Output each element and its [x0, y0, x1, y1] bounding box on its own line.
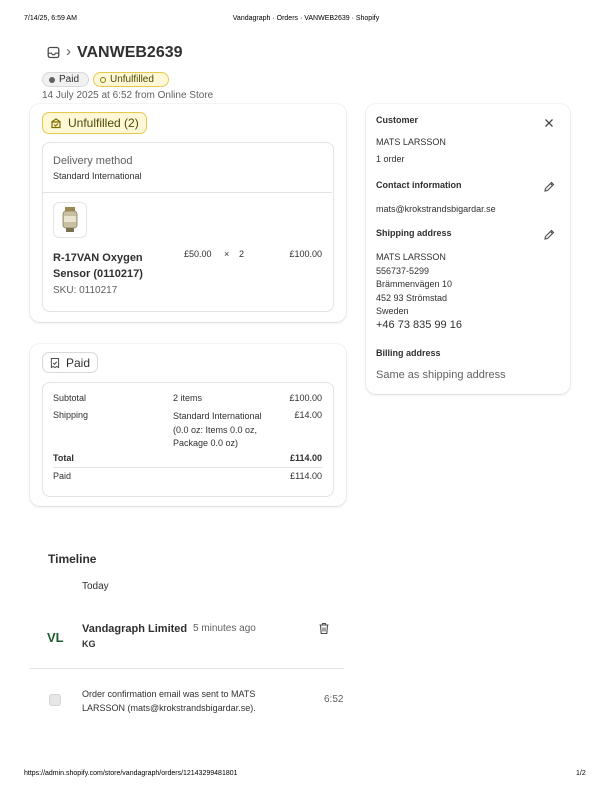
breadcrumb-chevron: › — [66, 43, 71, 60]
delivery-method-heading: Delivery method — [53, 155, 133, 167]
status-badge-paid — [42, 72, 89, 87]
shipping-address — [376, 251, 452, 319]
shipping-value: £14.00 — [294, 410, 322, 420]
product-thumbnail[interactable] — [53, 202, 87, 238]
timeline-comment-box — [30, 612, 344, 669]
avatar: VL — [47, 630, 64, 645]
status-paid-label: Paid — [59, 74, 80, 85]
ship-line3: 452 93 Strömstad — [376, 292, 448, 303]
timeline-event-marker — [49, 694, 61, 706]
receipt-icon — [50, 357, 60, 369]
times-sign: × — [224, 249, 230, 259]
subtotal-items: 2 items — [173, 393, 203, 403]
paid-label: Paid — [53, 471, 72, 481]
inbox-icon[interactable] — [47, 46, 60, 59]
subtotal-label: Subtotal — [53, 393, 87, 403]
shipping-detail — [173, 410, 262, 451]
dot-icon — [49, 77, 55, 83]
timeline-event-text — [82, 688, 256, 715]
line-total: £100.00 — [289, 249, 322, 259]
customer-heading: Customer — [376, 115, 419, 125]
unit-price: £50.00 — [184, 249, 212, 259]
shipping-detail-line3: Package 0.0 oz) — [173, 438, 239, 448]
timeline-event-line1: Order confirmation email was sent to MATS — [82, 689, 256, 699]
timeline-author: Vandagraph Limited — [82, 623, 188, 635]
trash-icon[interactable] — [318, 622, 330, 635]
unfulfilled-pill-label: Unfulfilled (2) — [68, 116, 139, 130]
customer-email[interactable]: mats@krokstrandsbigardar.se — [376, 204, 496, 214]
product-name-line1: R-17VAN Oxygen — [53, 252, 143, 264]
paid-pill-label: Paid — [65, 355, 90, 370]
shipping-label: Shipping — [53, 410, 89, 420]
total-value: £114.00 — [289, 453, 322, 463]
product-sku: SKU: 0110217 — [53, 285, 118, 296]
product-name-line2: Sensor (0110217) — [53, 268, 143, 280]
print-footer-page: 1/2 — [576, 770, 586, 777]
circle-icon — [100, 77, 106, 83]
timeline-heading: Timeline — [48, 552, 97, 566]
billing-address-value: Same as shipping address — [376, 369, 506, 381]
package-icon — [50, 117, 62, 129]
timeline-author-sub: KG — [82, 639, 96, 649]
ship-name: MATS LARSSON — [376, 252, 446, 262]
ship-line2: Brämmenvägen 10 — [376, 279, 453, 289]
ship-line1: 556737-5299 — [376, 265, 430, 276]
timeline-day: Today — [82, 581, 109, 592]
divider — [53, 467, 322, 468]
print-datetime: 7/14/25, 6:59 AM — [24, 15, 77, 22]
pencil-icon[interactable] — [543, 180, 555, 192]
status-badge-unfulfilled — [93, 72, 169, 87]
page-title: VANWEB2639 — [77, 44, 183, 61]
billing-address-heading: Billing address — [376, 348, 441, 358]
subtotal-value: £100.00 — [289, 393, 322, 403]
product-name[interactable] — [53, 250, 143, 282]
divider — [43, 192, 332, 193]
timeline-author-time: 5 minutes ago — [193, 623, 256, 634]
total-label: Total — [53, 453, 74, 463]
shipping-address-heading: Shipping address — [376, 228, 452, 238]
close-icon[interactable] — [544, 115, 554, 125]
timeline-event-line2: LARSSON (mats@krokstrandsbigardar.se). — [82, 702, 256, 713]
shipping-detail-line2: (0.0 oz: Items 0.0 oz, — [173, 424, 258, 435]
customer-name[interactable]: MATS LARSSON — [376, 137, 446, 147]
print-title: Vandagraph · Orders · VANWEB2639 · Shopify — [232, 15, 380, 22]
paid-value: £114.00 — [290, 471, 322, 481]
customer-orders[interactable]: 1 order — [376, 154, 405, 164]
order-meta: 14 July 2025 at 6:52 from Online Store — [42, 90, 214, 101]
contact-heading: Contact information — [376, 180, 462, 190]
shipping-detail-line1: Standard International — [173, 411, 262, 421]
ship-line4: Sweden — [376, 306, 409, 316]
timeline-event-time: 6:52 — [324, 694, 344, 705]
pencil-icon[interactable] — [543, 228, 555, 240]
quantity: 2 — [239, 249, 245, 259]
status-unfulfilled-label: Unfulfilled — [110, 74, 154, 85]
delivery-method-value: Standard International — [53, 171, 142, 181]
paid-pill — [42, 352, 98, 373]
print-footer-url: https://admin.shopify.com/store/vandagraph/orders/12143299481801 — [24, 770, 238, 777]
customer-phone[interactable]: +46 73 835 99 16 — [376, 319, 462, 331]
unfulfilled-pill — [42, 112, 147, 134]
